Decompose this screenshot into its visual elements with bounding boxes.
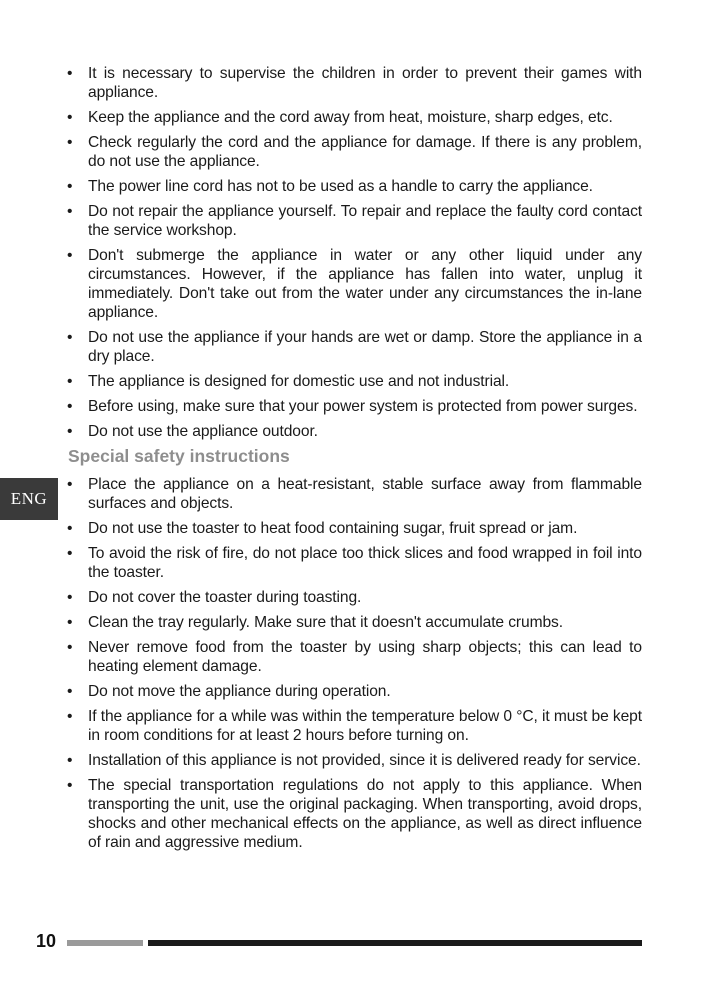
list-item	[64, 682, 642, 701]
list-item	[64, 202, 642, 240]
list-item	[64, 397, 642, 416]
list-item	[64, 108, 642, 127]
bullet-icon: •	[67, 683, 73, 700]
list-item-text: Do not move the appliance during operation.	[88, 683, 391, 700]
list-item-text: Keep the appliance and the cord away from heat, moisture, sharp edges, etc.	[88, 109, 613, 126]
list-item-text: Check regularly the cord and the appliance for damage. If there is any problem, do not use the appliance.	[88, 134, 642, 170]
list-item	[64, 64, 642, 102]
list-item	[64, 613, 642, 632]
bullet-icon: •	[67, 203, 73, 220]
bullet-icon: •	[67, 476, 73, 493]
bullet-icon: •	[67, 65, 73, 82]
bullet-icon: •	[67, 545, 73, 562]
list-item-text: Do not repair the appliance yourself. To repair and replace the faulty cord contact the service workshop.	[88, 203, 642, 239]
bullet-icon: •	[67, 398, 73, 415]
bullet-icon: •	[67, 109, 73, 126]
list-item	[64, 372, 642, 391]
list-item-text: Don't submerge the appliance in water or any other liquid under any circumstances. However, if the appliance has fallen into water, unplug it immediately. Don't take out from the water under any circumstances the in-lane appliance.	[88, 247, 642, 321]
list-item	[64, 751, 642, 770]
page-number: 10	[36, 931, 57, 951]
list-item-text: Do not use the toaster to heat food containing sugar, fruit spread or jam.	[88, 520, 578, 537]
list-item	[64, 246, 642, 322]
list-item-text: Clean the tray regularly. Make sure that it doesn't accumulate crumbs.	[88, 614, 563, 631]
list-item-text: Do not cover the toaster during toasting.	[88, 589, 362, 606]
bullet-icon: •	[67, 589, 73, 606]
list-item	[64, 133, 642, 171]
bullet-icon: •	[67, 752, 73, 769]
list-item	[64, 776, 642, 852]
bullet-icon: •	[67, 134, 73, 151]
list-item-text: Place the appliance on a heat-resistant, stable surface away from flammable surfaces and objects.	[88, 476, 642, 512]
list-item-text: To avoid the risk of fire, do not place too thick slices and food wrapped in foil into the toaster.	[88, 545, 642, 581]
list-item-text: The power line cord has not to be used as a handle to carry the appliance.	[88, 178, 593, 195]
list-item	[64, 588, 642, 607]
bullet-icon: •	[67, 329, 73, 346]
list-item-text: Do not use the appliance outdoor.	[88, 423, 318, 440]
list-item	[64, 544, 642, 582]
bullet-icon: •	[67, 247, 73, 264]
bullet-icon: •	[67, 639, 73, 656]
language-tab: ENG	[0, 478, 58, 520]
list-item-text: Never remove food from the toaster by using sharp objects; this can lead to heating element damage.	[88, 639, 642, 675]
bullet-icon: •	[67, 520, 73, 537]
list-item-text: The special transportation regulations do not apply to this appliance. When transporting the unit, use the original packaging. When transporting, avoid drops, shocks and other mechanical effects on the appliance, as well as direct influence of rain and aggressive medium.	[88, 777, 642, 851]
list-item-text: The appliance is designed for domestic use and not industrial.	[88, 373, 510, 390]
list-item-text: Before using, make sure that your power system is protected from power surges.	[88, 398, 638, 415]
list-item-text: It is necessary to supervise the children in order to prevent their games with appliance.	[88, 65, 642, 101]
special-safety-list	[64, 475, 642, 852]
bullet-icon: •	[67, 423, 73, 440]
footer-bar-black	[148, 940, 642, 946]
list-item	[64, 707, 642, 745]
list-item	[64, 328, 642, 366]
list-item-text: If the appliance for a while was within the temperature below 0 °C, it must be kept in room conditions for at least 2 hours before turning on.	[88, 708, 642, 744]
list-item	[64, 177, 642, 196]
bullet-icon: •	[67, 777, 73, 794]
list-item	[64, 422, 642, 441]
bullet-icon: •	[67, 178, 73, 195]
bullet-icon: •	[67, 373, 73, 390]
list-item	[64, 638, 642, 676]
bullet-icon: •	[67, 708, 73, 725]
footer-bar-gray	[67, 940, 143, 946]
list-item	[64, 475, 642, 513]
list-item-text: Installation of this appliance is not provided, since it is delivered ready for service.	[88, 752, 641, 769]
general-safety-list	[64, 64, 642, 441]
list-item-text: Do not use the appliance if your hands are wet or damp. Store the appliance in a dry place.	[88, 329, 642, 365]
bullet-icon: •	[67, 614, 73, 631]
page-content	[64, 64, 642, 858]
list-item	[64, 519, 642, 538]
section-heading-special-safety: Special safety instructions	[68, 446, 290, 466]
